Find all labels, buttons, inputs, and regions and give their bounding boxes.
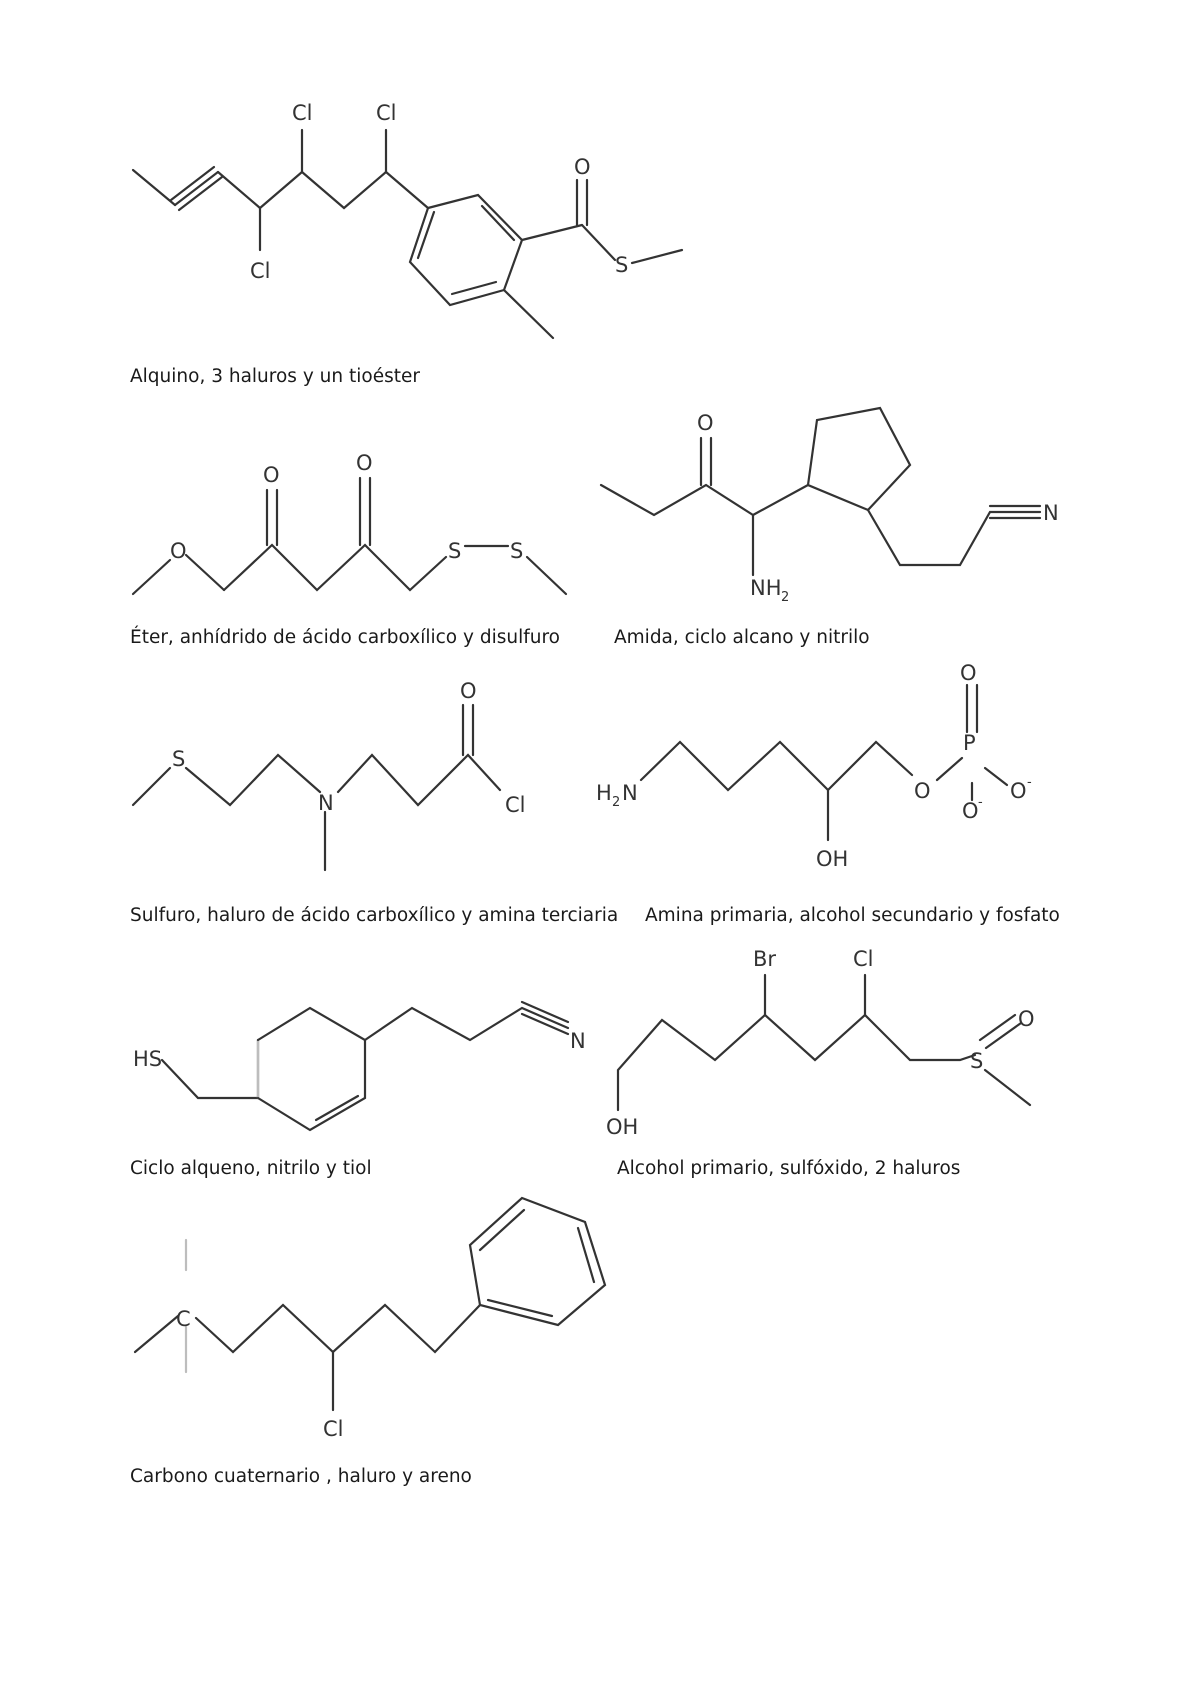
atom-label: N [570, 1029, 586, 1053]
atom-label: O [574, 155, 591, 179]
atom-label: OH [606, 1115, 639, 1139]
atom-label: O [460, 679, 477, 703]
caption-molecule-4: Sulfuro, haluro de ácido carboxílico y amina terciaria [130, 905, 619, 926]
molecule-6-cycloalkene-nitrile-thiol [133, 1002, 586, 1130]
caption-molecule-1: Alquino, 3 haluros y un tioéster [130, 366, 420, 387]
atom-label: O [697, 411, 714, 435]
atom-label: HS [133, 1047, 163, 1071]
atom-label: Cl [376, 101, 397, 125]
molecule-7-alcohol-sulfoxide-halides [606, 947, 1035, 1139]
atom-label: OH [816, 847, 849, 871]
atom-label: Cl [853, 947, 874, 971]
atom-label: Cl [292, 101, 313, 125]
molecule-3-amide-cycloalkane-nitrile [601, 408, 1059, 605]
atom-label: O [1018, 1007, 1035, 1031]
atom-label: Cl [250, 259, 271, 283]
atom-label: N [1043, 501, 1059, 525]
atom-label: C [176, 1307, 191, 1331]
molecule-5-amine-alcohol-phosphate [596, 661, 1032, 871]
atom-label: O [962, 799, 979, 823]
molecule-1-alkyne-halides-thioester [133, 101, 682, 338]
atom-label: O [960, 661, 977, 685]
atom-label: O [263, 463, 280, 487]
atom-label: O [1010, 779, 1027, 803]
atom-subscript: 2 [612, 795, 621, 810]
molecule-8-quaternary-halide-arene [135, 1198, 605, 1441]
atom-label: NH [750, 576, 782, 600]
atom-label: H [596, 781, 612, 805]
caption-molecule-2: Éter, anhídrido de ácido carboxílico y disulfuro [130, 627, 560, 648]
atom-label: S [172, 747, 186, 771]
atom-subscript: 2 [781, 590, 790, 605]
atom-label: Cl [505, 793, 526, 817]
caption-molecule-8: Carbono cuaternario , haluro y areno [130, 1466, 472, 1487]
atom-label: N [622, 781, 638, 805]
atom-label: O [170, 539, 187, 563]
atom-label: S [970, 1049, 984, 1073]
caption-molecule-3: Amida, ciclo alcano y nitrilo [614, 627, 870, 648]
atom-subscript: - [1027, 775, 1032, 790]
caption-molecule-7: Alcohol primario, sulfóxido, 2 haluros [617, 1158, 961, 1179]
atom-label: O [356, 451, 373, 475]
atom-label: S [448, 539, 462, 563]
atom-label: Br [753, 947, 777, 971]
atom-label: Cl [323, 1417, 344, 1441]
atom-label: S [615, 253, 629, 277]
atom-label: N [318, 791, 334, 815]
atom-label: S [510, 539, 524, 563]
molecule-4-sulfide-acylhalide-amine [133, 679, 526, 870]
atom-subscript: - [978, 795, 983, 810]
caption-molecule-5: Amina primaria, alcohol secundario y fosfato [645, 905, 1060, 926]
caption-molecule-6: Ciclo alqueno, nitrilo y tiol [130, 1158, 372, 1179]
atom-label: P [963, 731, 976, 755]
atom-label: O [914, 779, 931, 803]
molecule-2-ether-anhydride-disulfide [133, 451, 566, 594]
